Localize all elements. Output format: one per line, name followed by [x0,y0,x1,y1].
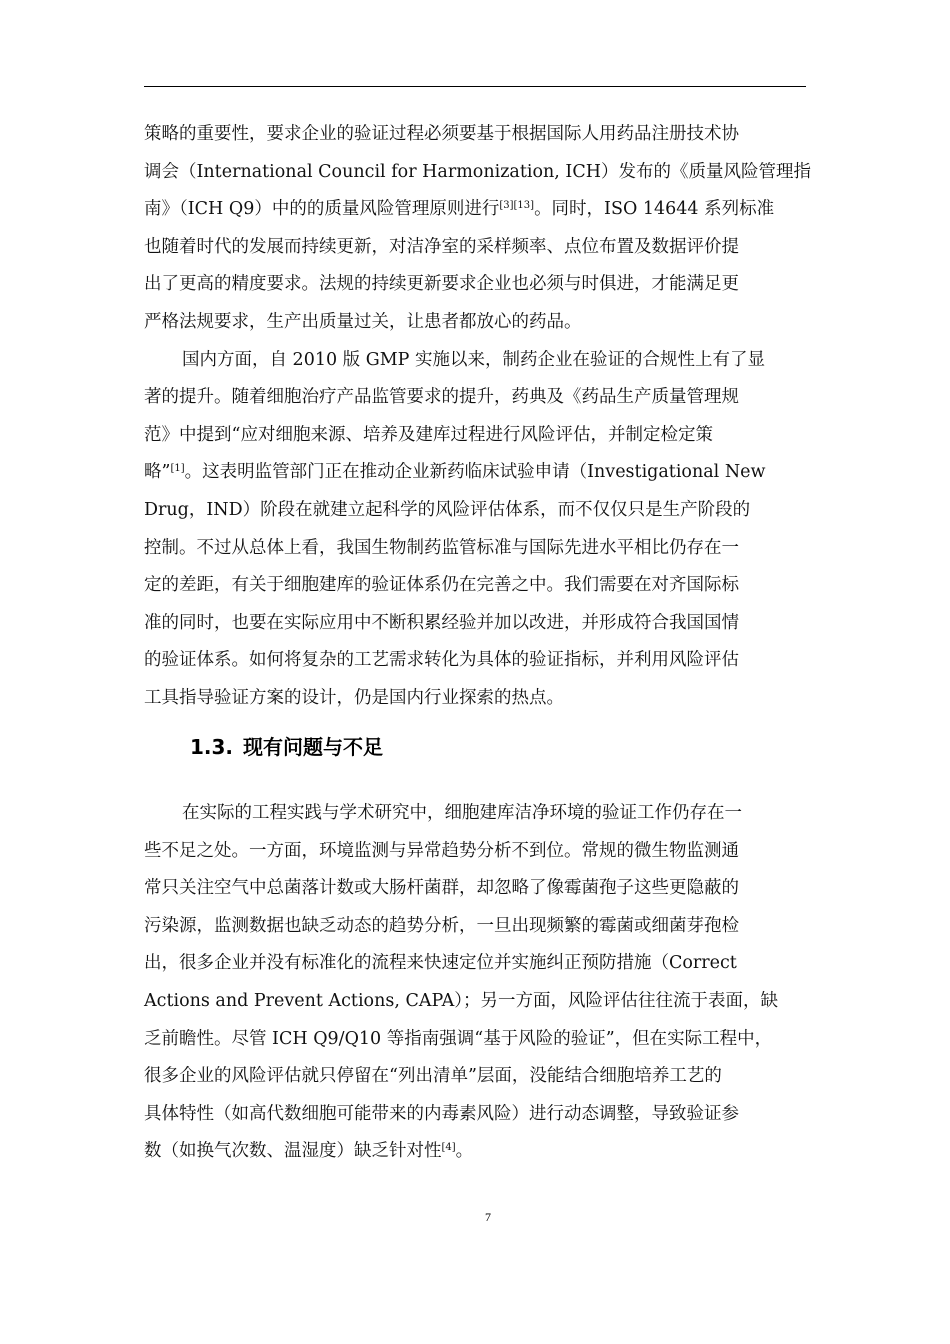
text-segment: 。 [455,1141,474,1162]
text-line: Drug，IND）阶段在就建立起科学的风险评估体系，而不仅仅只是生产阶段的 [144,499,751,520]
text-segment: 。同时，ISO 14644 系列标准 [534,199,775,220]
text-line: 出了更高的精度要求。法规的持续更新要求企业也必须与时俱进，才能满足更 [144,274,739,295]
text-line [144,1133,808,1171]
text-line: 很多企业的风险评估就只停留在“列出清单”层面，没能结合细胞培养工艺的 [144,1066,722,1087]
text-line: 的验证体系。如何将复杂的工艺需求转化为具体的验证指标，并利用风险评估 [144,650,739,671]
text-segment: 。这表明监管部门正在推动企业新药临床试验申请（Investigational New [184,462,766,483]
text-line: 工具指导验证方案的设计，仍是国内行业探索的热点。 [144,687,564,708]
citation-ref: [1] [170,463,185,475]
text-line: 在实际的工程实践与学术研究中，细胞建库洁净环境的验证工作仍存在一 [182,803,742,823]
text-line: Actions and Prevent Actions, CAPA）；另一方面，风险评估往往流于表面，缺 [144,990,779,1011]
paragraph-2 [144,342,808,718]
text-line: 些不足之处。一方面，环境监测与异常趋势分析不到位。常规的微生物监测通 [144,840,739,861]
text-line: 控制。不过从总体上看，我国生物制药监管标准与国际先进水平相比仍存在一 [144,537,739,558]
text-line: 准的同时，也要在实际应用中不断积累经验并加以改进，并形成符合我国国情 [144,612,739,633]
citation-ref: [4] [441,1142,456,1154]
section-heading [190,731,383,760]
body-text [144,116,811,718]
text-line: 污染源，监测数据也缺乏动态的趋势分析，一旦出现频繁的霉菌或细菌芽孢检 [144,915,739,936]
text-line: 国内方面，自 2010 版 GMP 实施以来，制药企业在验证的合规性上有了显 [182,349,765,370]
text-line: 调会（International Council for Harmonization, ICH）发布的《质量风险管理指 [144,161,811,182]
text-line: 著的提升。随着细胞治疗产品监管要求的提升，药典及《药品生产质量管理规 [144,387,739,408]
text-line: 范》中提到“应对细胞来源、培养及建库过程进行风险评估，并制定检定策 [144,424,713,445]
text-line: 出，很多企业并没有标准化的流程来快速定位并实施纠正预防措施（Correct [144,953,737,974]
paragraph-3 [144,795,808,1171]
text-segment: 数（如换气次数、温湿度）缺乏针对性 [144,1141,442,1162]
section-number: 1.3. [190,735,234,759]
text-line: 常只关注空气中总菌落计数或大肠杆菌群，却忽略了像霉菌孢子这些更隐蔽的 [144,878,739,899]
text-line: 具体特性（如高代数细胞可能带来的内毒素风险）进行动态调整，导致验证参 [144,1103,739,1124]
citation-ref: [3][13] [499,200,535,212]
text-line: 定的差距，有关于细胞建库的验证体系仍在完善之中。我们需要在对齐国际标 [144,575,739,596]
text-line [144,454,808,492]
section-title: 现有问题与不足 [243,735,384,759]
text-line [144,191,808,229]
text-segment: 南》（ICH Q9）中的的质量风险管理原则进行 [144,199,500,220]
text-line: 乏前瞻性。尽管 ICH Q9/Q10 等指南强调“基于风险的验证”，但在实际工程中， [144,1028,773,1049]
body-text-section-1-3 [144,795,808,1171]
text-line: 也随着时代的发展而持续更新，对洁净室的采样频率、点位布置及数据评价提 [144,236,739,257]
paragraph-1 [144,116,811,342]
text-line: 严格法规要求，生产出质量过关，让患者都放心的药品。 [144,311,582,332]
page-number: 7 [485,1210,491,1224]
text-line: 策略的重要性，要求企业的验证过程必须要基于根据国际人用药品注册技术协 [144,124,739,144]
text-segment: 略” [144,462,171,483]
header-rule [144,86,806,87]
